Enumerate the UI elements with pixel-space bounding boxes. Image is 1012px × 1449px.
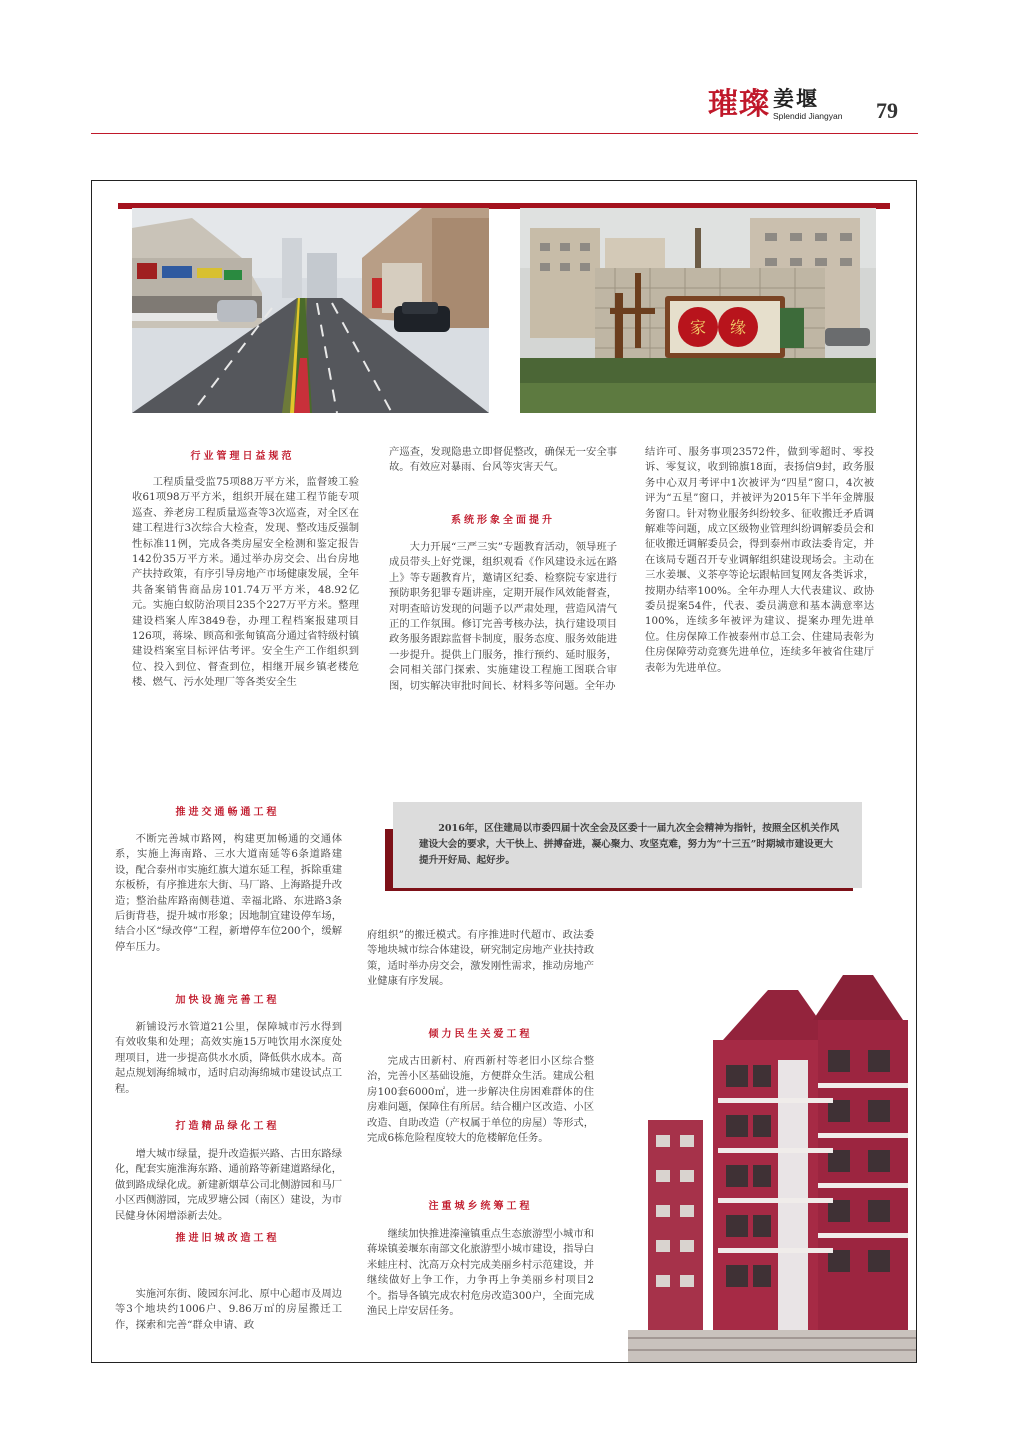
heading-traffic: 推进交通畅通工程 xyxy=(175,807,280,818)
header-rule xyxy=(91,133,918,134)
paragraph-system-image-cont: 结许可、服务事项23572件，做到零超时、零投诉、零复议，收到锦旗18面，表扬信9封，政务服务中心双月考评中1次被评为“四星”窗口，4次被评为“五星”窗口，并被评为2015年下半年金牌服务窗口。针对物业服务纠纷较多、征收搬迁矛盾调解难等问题，成立区级物业管理纠纷调解委员会和征收搬迁调解委员会，得到泰州市政法委肯定，并在该局专题召开专业调解组织建设现场会。主动在三水姜堰、义茶亭等论坛跟帖回复网友各类诉求，按期办结率100%。全年办理人大代表建议、政协委员提案54件，代表、委员满意和基本满意率达100%，连续多年被评为建议、提案办理先进单位。住房保障工作被泰州市总工会、住建局表彰为住房保障劳动竞赛先进单位，连续多年被省住建厅表彰为先进单位。 xyxy=(645,446,874,674)
masthead-title: 姜堰 xyxy=(773,86,819,111)
garden-wall-photo xyxy=(520,208,876,413)
paragraph-traffic: 不断完善城市路网，构建更加畅通的交通体系，实施上海南路、三水大道南延等6条道路建设，配合泰州市实施红旗大道东延工程，拆除重建东板桥，有序推进东大街、马厂路、上海路提升改造；整治盐库路南侧巷道、幸福北路、东进路3条后街背巷，提升城市形象；因地制宜建设停车场，结合小区“绿改停”工程，新增停车位200个，缓解停车压力。 xyxy=(115,833,342,953)
paragraph-greening: 增大城市绿量，提升改造振兴路、古田东路绿化，配套实施淮海东路、通前路等新建道路绿化，做到路成绿化成。新建新烟草公司北侧游园和马厂小区西侧游园，完成罗塘公园（南区）建设，为市民健身休闲增添新去处。 xyxy=(115,1148,342,1222)
heading-old-city: 推进旧城改造工程 xyxy=(175,1233,280,1244)
heading-livelihood: 倾力民生关爱工程 xyxy=(428,1029,533,1040)
paragraph-system-image: 大力开展“三严三实”专题教育活动，领导班子成员带头上好党课，组织观看《作风建设永远在路上》等专题教育片，邀请区纪委、检察院专家进行预防职务犯罪专题讲座，定期开展作风效能督查，对明查暗访发现的问题予以严肃处理，营造风清气正的工作氛围。修订完善考核办法，执行建设项目政务服务跟踪监督卡制度，服务态度、服务效能进一步提升。提供上门服务，推行预约、延时服务，会同相关部门探索、实施建设工程施工图联合审图，切实解决审批时间长、材料多等问题。全年办 xyxy=(389,541,617,692)
street-photo xyxy=(132,208,489,413)
heading-facilities: 加快设施完善工程 xyxy=(175,995,280,1006)
paragraph-urban-rural: 继续加快推进溱潼镇重点生态旅游型小城市和蒋垛镇姜堰东南部文化旅游型小城市建设，指导白米蛙庄村、沈高万众村完成美丽乡村示范建设，并继续做好上争工作，力争再上争美丽乡村项目2个。指导各镇完成农村危房改造300户，全面完成渔民上岸安居任务。 xyxy=(367,1228,594,1318)
heading-industry-management: 行业管理日益规范 xyxy=(190,451,295,462)
svg-text:家: 家 xyxy=(689,318,707,337)
masthead xyxy=(708,88,842,121)
heading-urban-rural: 注重城乡统筹工程 xyxy=(428,1201,533,1212)
masthead-red-title: 璀璨 xyxy=(708,87,770,122)
svg-text:缘: 缘 xyxy=(729,318,747,337)
quote-text: 2016年，区住建局以市委四届十次全会及区委十一届九次全会精神为指针，按照全区机关作风建设大会的要求，大干快上、拼搏奋进，凝心聚力、攻坚克难，努力为“十三五”时期城市建设更大提升开好局、起好步。 xyxy=(419,823,840,866)
paragraph-old-city-cont: 府组织”的搬迁模式。有序推进时代超市、政法委等地块城市综合体建设，研究制定房地产业扶持政策，适时举办房交会，激发刚性需求，推动房地产业健康有序发展。 xyxy=(367,929,594,988)
heading-system-image: 系统形象全面提升 xyxy=(451,515,555,526)
quote-box xyxy=(393,802,862,888)
paragraph-industry-management-cont: 产巡查，发现隐患立即督促整改，确保无一安全事故。有效应对暴雨、台风等灾害天气。 xyxy=(389,446,617,474)
masthead-english: Splendid Jiangyan xyxy=(773,111,843,121)
paragraph-old-city: 实施河东街、陵园东河北、原中心超市及周边等3个地块约1006户、9.86万㎡的房屋搬迁工作，探索和完善“群众申请、政 xyxy=(115,1288,342,1331)
heading-greening: 打造精品绿化工程 xyxy=(175,1121,280,1132)
paragraph-industry-management: 工程质量受监75项88万平方米，监督竣工验收61项98万平方米，组织开展在建工程节能专项巡查、养老房工程质量巡查等3次巡查，对全区在建工程进行3次综合大检查，发现、整改违反强制性标准11例，完成各类房屋安全检测和鉴定报告142份35万平方米。通过举办房交会、出台房地产扶持政策，有序引导房地产市场健康发展，全年共备案销售商品房101.74万平方米，48.92亿元。实施白蚁防治项目235个227万平方米。整理建设档案人库3849卷，办理工程档案报建项目126项，蒋垛、顾高和张甸镇高分通过省特级村镇建设档案室目标评估考评。安全生产工作组织到位、投入到位、督查到位，相继开展乡镇老楼危楼、燃气、污水处理厂等各类安全生 xyxy=(132,476,359,689)
paragraph-livelihood: 完成古田新村、府西新村等老旧小区综合整治，完善小区基础设施，方便群众生活。建成公租房100套6000㎡，进一步解决住房困难群体的住房难问题，保障住有所居。结合棚户区改造、小区改造、自助改造（产权属于单位的房屋）等形式，完成6栋危险程度较大的危楼解危任务。 xyxy=(367,1055,594,1145)
apartment-photo xyxy=(628,970,916,1362)
page-number: 79 xyxy=(876,98,898,123)
paragraph-facilities: 新铺设污水管道21公里，保障城市污水得到有效收集和处理；高效实施15万吨饮用水深度处理项目，进一步提高供水水质，降低供水成本。高起点规划海绵城市，适时启动海绵城市建设试点工程。 xyxy=(115,1021,342,1095)
